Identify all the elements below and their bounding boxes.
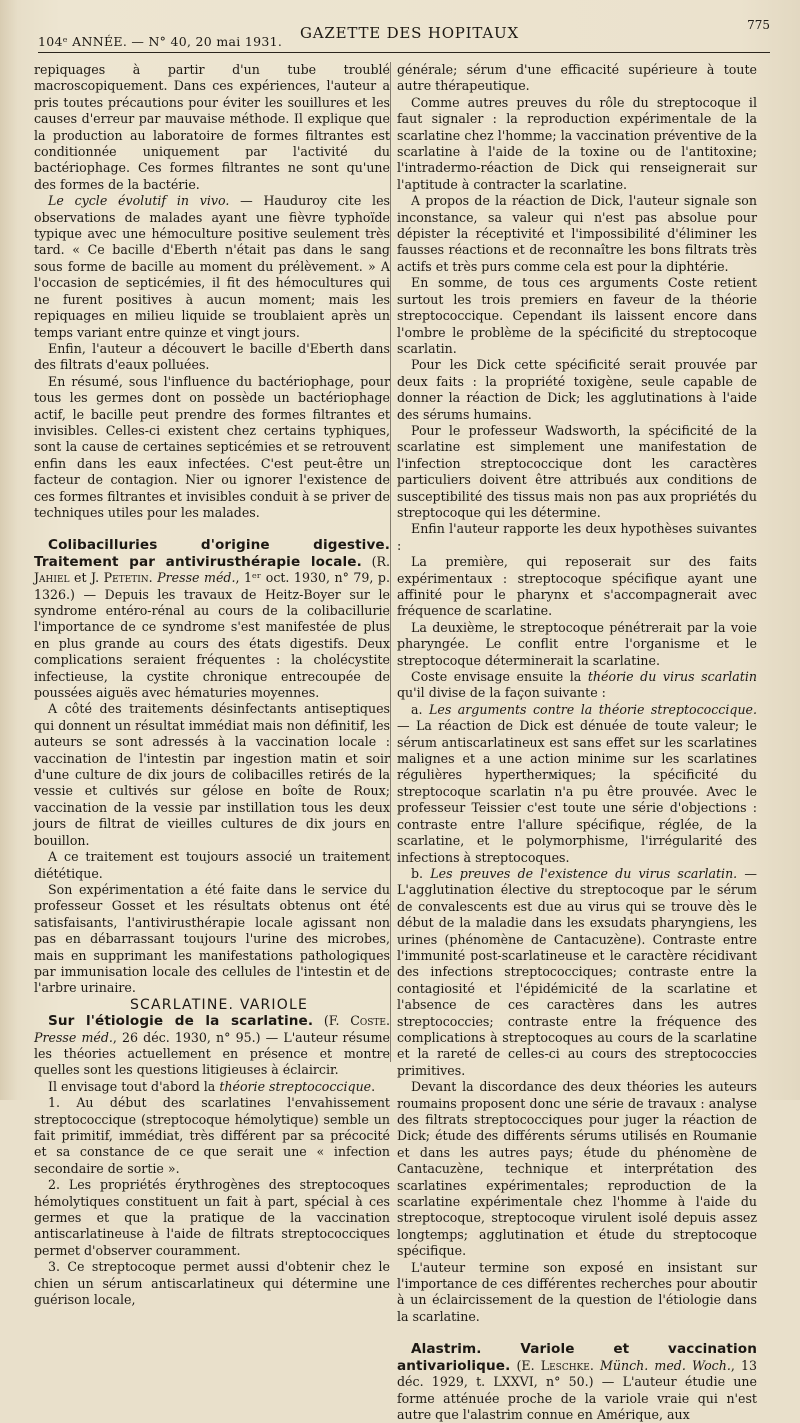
journal-reference: Presse méd. xyxy=(157,570,236,586)
paragraph: générale; sérum d'une efficacité supérieure à toute autre thérapeutique. xyxy=(397,62,757,94)
page-number: 775 xyxy=(747,18,770,32)
subheading-italic: Le cycle évolutif in vivo. xyxy=(48,193,230,209)
author-name: Coste xyxy=(350,1013,386,1029)
paragraph: Comme autres preuves du rôle du streptocoque il faut signaler : la reproduction expérimentale de la scarlatine chez l'homme; la vaccination préventive de la scarlatine à l'aide de la toxine ou de l'antitoxine; l'intradermo-réaction de Dick qui renseignerait sur l'aptitude à contracter la scarlatine. xyxy=(397,94,757,192)
paragraph: Il envisage tout d'abord la théorie streptococcique. xyxy=(48,1078,376,1094)
column-divider xyxy=(390,62,391,1062)
author-name: Leschke xyxy=(540,1357,590,1373)
author-name: Jahiel xyxy=(34,570,70,586)
paragraph: Coste envisage ensuite la théorie du virus scarlatin qu'il divise de la façon suivante : xyxy=(397,669,757,701)
paragraph: En résumé, sous l'influence du bactériophage, pour tous les germes dont on possède un bactériophage actif, le bacille peut prendre des formes filtrantes et invisibles. Celles-ci existent chez certains typhiques, sont la cause de certaines septicémies et se retrouvent enfin dans les eaux infectées. C'est peut-être un facteur de contagion. Nier ou ignorer l'existence de ces formes filtrantes et invisibles conduit à se priver de techniques utiles pour les malades. xyxy=(34,373,390,520)
section-heading: SCARLATINE. VARIOLE xyxy=(129,996,309,1013)
paragraph: repiquages à partir d'un tube troublé macroscopiquement. Dans ces expériences, l'auteur a pris toutes précautions pour éviter les souillures et les causes d'erreur par mauvaise méthode. Il explique que la production au laboratoire de formes filtrantes est conditionnée uniquement par l'activité du bactériophage. Ces formes filtrantes ne sont qu'une des formes de la bactérie. xyxy=(34,62,390,192)
right-column xyxy=(397,62,757,1423)
article-colibacilluries: Colibacilluries d'origine digestive. Traitement par antivirusthérapie locale. (R. Jahiel et J. Petetin. Presse méd., 1ᵉʳ oct. 1930, n° 79, p. 1326.) — Depuis les travaux de Heitz-Boyer sur le syndrome entéro-rénal au cours de la colibacillurie l'importance de ce syndrome s'est manifestée de plus en plus grande au cours des états digestifs. Deux complications seraient fréquentes : la cholécystite infectieuse, la cystite chronique entrecoupée de poussées aiguës avec hématuries moyennes. xyxy=(34,537,391,701)
paragraph: A propos de la réaction de Dick, l'auteur signale son inconstance, sa valeur qui n'est pas absolue pour dépister la réceptivité et l'impossibilité d'éliminer les fausses réactions et de reconnaître les bons filtrats très actifs et très purs comme cela est pour la diphtérie. xyxy=(397,193,757,274)
paragraph: L'auteur termine son exposé en insistant sur l'importance de ces différentes recherches pour aboutir à un éclaircissement de la question de l'étiologie dans la scarlatine. xyxy=(397,1259,757,1324)
page-header xyxy=(38,18,770,53)
paragraph: Enfin l'auteur rapporte les deux hypothèses suivantes : xyxy=(397,521,757,553)
left-column xyxy=(34,62,390,1308)
paragraph: Son expérimentation a été faite dans le service du professeur Gosset et les résultats obtenus ont été satisfaisants, l'antivirusthérapie locale agissant non pas en débarrassant toujours l'urine des microbes, mais en supprimant les manifestations pathologiques par immunisation locale des cellules de l'intestin et de l'arbre urinaire. xyxy=(34,881,390,996)
paragraph: Pour le professeur Wadsworth, la spécificité de la scarlatine est simplement une manifestation de l'infection streptococcique dont les caractères particuliers doivent être attribués aux conditions de susceptibilité des tissus mais non pas aux propriétés du streptocoque qui les détermine. xyxy=(397,422,757,520)
article-title: Sur l'étiologie de la scarlatine. xyxy=(48,1013,314,1030)
journal-reference: Presse méd. xyxy=(34,1029,113,1045)
paragraph: Le cycle évolutif in vivo. — Hauduroy cite les observations de malades ayant une fièvre typhoïde typique avec une hémoculture positive seulement très tard. « Ce bacille d'Eberth n'était pas dans le sang sous forme de bacille au moment du prélèvement. » A l'occasion de septicémies, il fit des hémocultures qui ne furent positives à aucun moment; mais les repiquages en milieu liquide se troublaient après un temps variant entre quinze et vingt jours. xyxy=(34,193,390,340)
paragraph: 3. Ce streptocoque permet aussi d'obtenir chez le chien un sérum antiscarlatineux qui détermine une guérison locale, xyxy=(34,1259,390,1308)
paragraph: 1. Au début des scarlatines l'envahissement streptococcique (streptocoque hémolytique) semble un fait primitif, immédiat, très différent par sa précocité et sa constance de ce que serait une « infection secondaire de sortie ». xyxy=(34,1095,390,1176)
journal-title: GAZETTE DES HOPITAUX xyxy=(300,24,519,42)
issue-line: 104ᵉ ANNÉE. — N° 40, 20 mai 1931. xyxy=(38,34,283,49)
paragraph: 2. Les propriétés érythrogènes des streptocoques hémolytiques constituent un fait à part, spécial à ces germes et que la pratique de la vaccination antiscarlatineuse à l'aide de filtrats streptococciques permet d'observer couramment. xyxy=(34,1177,390,1258)
journal-reference: Münch. med. Woch. xyxy=(600,1357,731,1373)
article-scarlatine: Sur l'étiologie de la scarlatine. (F. Coste. Presse méd., 26 déc. 1930, n° 95.) — L'auteur résume les théories actuellement en présence et montre quelles sont les questions litigieuses à éclaircir. xyxy=(34,1013,390,1078)
article-title: Colibacilluries d'origine digestive. Traitement par antivirusthérapie locale. xyxy=(34,537,390,570)
paragraph: A ce traitement est toujours associé un traitement diététique. xyxy=(34,849,390,881)
paragraph: Pour les Dick cette spécificité serait prouvée par deux faits : la propriété toxigène, seule capable de donner la réaction de Dick; les agglutinations à l'aide des sérums humains. xyxy=(397,357,757,422)
paragraph: La première, qui reposerait sur des faits expérimentaux : streptocoque spécifique ayant une affinité pour le pharynx et s'accompagnerait avec fréquence de scarlatine. xyxy=(397,554,757,619)
article-alastrim: Alastrim. Variole et vaccination antivariolique. (E. Leschke. Münch. med. Woch., 13 déc. 1929, t. LXXVI, n° 50.) — L'auteur étudie une forme atténuée proche de la variole vraie qui n'est autre que l'alastrim connue en Amérique, aux xyxy=(397,1341,757,1422)
paragraph: a. Les arguments contre la théorie streptococcique. — La réaction de Dick est dénuée de toute valeur; le sérum antiscarlatineux est sans effet sur les scarlatines malignes et a une action minime sur les scarlatines régulières hypertherміques; la spécificité du streptocoque scarlatin n'a pu être prouvée. Avec le professeur Teissier c'est toute une série d'objections : contraste entre l'allure spécifique, réglée, de la scarlatine, et le polymorphisme, l'irrégularité des infections à streptocoques. xyxy=(397,701,758,865)
paragraph: b. Les preuves de l'existence du virus scarlatin. — L'agglutination élective du streptocoque par le sérum de convalescents est due au virus qui se trouve dès le début de la maladie dans les exsudats pharyngiens, les urines (phénomène de Cantacuzène). Contraste entre l'immunité post-scarlatineuse et le caractère récidivant des infections streptococciques; contraste entre la contagiosité et l'épidémicité de la scarlatine et l'absence de ces caractères dans les autres streptococcies; contraste entre la fréquence des complications à streptocoques au cours de la scarlatine et la rareté de celles-ci au cours des streptococcies primitives. xyxy=(397,865,757,1078)
paragraph: La deuxième, le streptocoque pénétrerait par la voie pharyngée. Le conflit entre l'organisme et le streptocoque déterminerait la scarlatine. xyxy=(397,619,757,668)
author-name: Petetin xyxy=(103,570,149,586)
article-title: Alastrim. Variole et vaccination antivariolique. xyxy=(397,1341,757,1374)
paragraph: Devant la discordance des deux théories les auteurs roumains proposent donc une série de travaux : analyse des filtrats streptococciques pour juger la réaction de Dick; étude des différents sérums utilisés en Roumanie et dans les autres pays; étude du phénomène de Cantacuzène, technique et interprétation des scarlatines expérimentales; reproduction de la scarlatine expérimentale chez l'homme à l'aide du streptocoque, streptocoque virulent isolé depuis assez longtemps; agglutination et étude du streptocoque spécifique. xyxy=(397,1079,757,1259)
paragraph: A côté des traitements désinfectants antiseptiques qui donnent un résultat immédiat mais non définitif, les auteurs se sont adressés à la vaccination locale : vaccination de l'intestin par ingestion matin et soir d'une culture de dix jours de colibacilles retirés de la vessie et cultivés sur gélose en boîte de Roux; vaccination de la vessie par instillation tous les deux jours de filtrat de vieilles cultures de dix jours en bouillon. xyxy=(34,701,390,848)
paragraph: En somme, de tous ces arguments Coste retient surtout les trois premiers en faveur de la théorie streptococcique. Cependant ils laissent encore dans l'ombre le problème de la spécificité du streptocoque scarlatin. xyxy=(397,275,757,356)
paragraph: Enfin, l'auteur a découvert le bacille d'Eberth dans des filtrats d'eaux polluées. xyxy=(34,340,390,373)
